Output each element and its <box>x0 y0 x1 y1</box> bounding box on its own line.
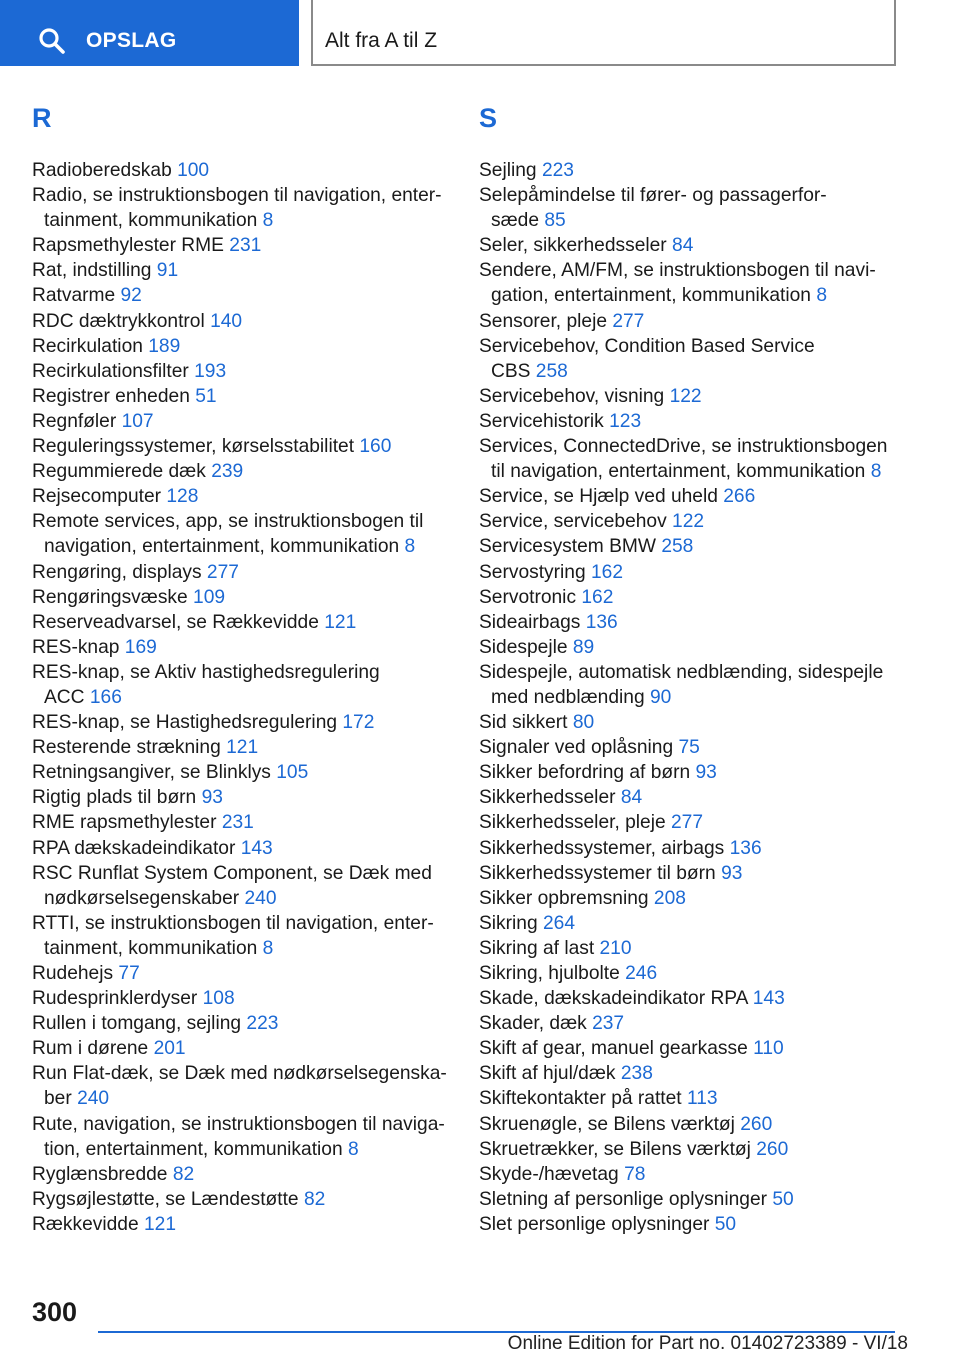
index-page-link[interactable]: 162 <box>581 586 614 608</box>
index-entry <box>479 384 899 409</box>
index-page-link[interactable]: 264 <box>543 912 576 934</box>
index-entry-text: RES-knap, se Aktiv hastighedsregulering ACC <box>32 661 380 708</box>
index-page-link[interactable]: 210 <box>599 937 632 959</box>
index-page-link[interactable]: 89 <box>572 636 595 658</box>
index-entry-text: Resterende strækning <box>32 737 221 759</box>
index-entry-text: Skyde-/hævetag <box>479 1163 619 1185</box>
index-entry-text: RME rapsmethylester <box>32 812 217 834</box>
index-entry <box>32 258 452 283</box>
index-entry-text: Registrer enheden <box>32 385 190 407</box>
index-entry-text: RES-knap, se Hastighedsregulering <box>32 712 338 734</box>
index-page-link[interactable]: 223 <box>246 1013 279 1035</box>
index-entry-text: Reserveadvarsel, se Rækkevidde <box>32 611 319 633</box>
index-page-link[interactable]: 8 <box>347 1138 359 1160</box>
index-entry <box>479 610 899 635</box>
index-entry-text: Servicebehov, Condition Based Service CBS <box>479 335 815 382</box>
index-page-link[interactable]: 277 <box>206 561 239 583</box>
index-entry <box>32 1162 452 1187</box>
index-entry-text: RDC dæktrykkontrol <box>32 310 205 332</box>
index-entry-text: Reguleringssystemer, kørselsstabilitet <box>32 436 355 458</box>
index-entry <box>32 810 452 835</box>
index-entry <box>479 1011 899 1036</box>
index-page-link[interactable]: 51 <box>195 385 217 407</box>
index-page-link[interactable]: 121 <box>324 611 357 633</box>
index-entry <box>32 610 452 635</box>
index-entry <box>479 861 899 886</box>
index-entry-text: Radio, se instruktionsbogen til navigation, enter‐ tainment, kommunikation <box>32 185 442 232</box>
index-entry-text: Rengøringsvæske <box>32 586 188 608</box>
index-entry <box>32 359 452 384</box>
index-page-link[interactable]: 258 <box>661 536 694 558</box>
index-entry <box>32 1187 452 1212</box>
index-entry-text: Regummierede dæk <box>32 461 206 483</box>
index-entry <box>479 735 899 760</box>
index-page-link[interactable]: 93 <box>721 862 743 884</box>
index-page-link[interactable]: 258 <box>535 360 568 382</box>
index-page-link[interactable]: 238 <box>620 1063 653 1085</box>
page-number: 300 <box>32 1297 78 1327</box>
index-page-link[interactable]: 100 <box>177 160 210 181</box>
index-page-link[interactable]: 266 <box>723 486 756 508</box>
index-entry-list <box>32 158 452 1237</box>
index-entry <box>32 509 452 559</box>
index-entry <box>479 710 899 735</box>
index-entry <box>479 810 899 835</box>
index-entry-text: Rækkevidde <box>32 1213 139 1235</box>
index-entry <box>32 961 452 986</box>
index-entry-text: Skift af hjul/dæk <box>479 1063 616 1085</box>
index-entry-text: Skader, dæk <box>479 1013 587 1035</box>
index-entry <box>32 459 452 484</box>
index-page-link[interactable]: 90 <box>649 686 672 708</box>
index-entry <box>32 560 452 585</box>
index-entry-text: RPA dækskadeindikator <box>32 837 236 859</box>
index-page-link[interactable]: 166 <box>89 686 122 708</box>
index-entry-text: Skade, dækskadeindikator RPA <box>479 988 748 1010</box>
index-entry <box>479 911 899 936</box>
index-entry-text: Rum i dørene <box>32 1038 149 1060</box>
index-entry-text: Selepåmindelse til fører- og passagerfor‐ sæde <box>479 185 827 232</box>
index-entry <box>479 334 899 384</box>
index-page-link[interactable]: 240 <box>244 887 277 909</box>
index-page-link[interactable]: 107 <box>121 410 154 432</box>
index-page-link[interactable]: 162 <box>590 561 623 583</box>
index-entry-text: Servicesystem BMW <box>479 536 656 558</box>
index-page-link[interactable]: 122 <box>669 385 702 407</box>
index-page-link[interactable]: 93 <box>201 787 223 809</box>
index-entry <box>32 158 452 183</box>
index-page-link[interactable]: 8 <box>404 536 416 558</box>
index-page-link[interactable]: 260 <box>756 1138 789 1160</box>
index-entry-text: Seler, sikkerhedsseler <box>479 235 667 257</box>
footer-edition-text: Online Edition for Part no. 01402723389 - VI/18 <box>507 1333 908 1354</box>
index-entry-text: Service, se Hjælp ved uheld <box>479 486 718 508</box>
index-entry-text: Retningsangiver, se Blinklys <box>32 762 271 784</box>
index-entry <box>32 1036 452 1061</box>
search-tab[interactable] <box>0 0 299 66</box>
index-entry <box>479 409 899 434</box>
index-entry-text: Servicehistorik <box>479 410 604 432</box>
index-entry <box>479 1212 899 1237</box>
index-page-link[interactable]: 143 <box>752 988 785 1010</box>
index-entry <box>32 484 452 509</box>
index-entry <box>479 585 899 610</box>
index-entry <box>479 434 899 484</box>
index-page-link[interactable]: 239 <box>211 461 244 483</box>
index-page-link[interactable]: 75 <box>678 737 700 759</box>
index-entry-text: Run Flat-dæk, se Dæk med nødkørselsegenska‐ ber <box>32 1063 447 1110</box>
index-entry-text: Sletning af personlige oplysninger <box>479 1188 767 1210</box>
index-entry <box>479 534 899 559</box>
index-page-link[interactable]: 8 <box>870 461 882 483</box>
index-entry-text: Rudehejs <box>32 963 114 984</box>
index-entry-text: Rudesprinklerdyser <box>32 988 198 1010</box>
index-entry <box>32 635 452 660</box>
index-entry <box>479 886 899 911</box>
index-entry <box>479 760 899 785</box>
index-entry <box>32 760 452 785</box>
index-entry-text: Servotronic <box>479 586 577 608</box>
index-entry-text: Sideairbags <box>479 611 581 633</box>
index-entry-text: Radioberedskab <box>32 160 172 181</box>
index-entry-text: Rengøring, displays <box>32 561 202 583</box>
index-page-link[interactable]: 128 <box>166 486 199 508</box>
index-entry <box>32 986 452 1011</box>
index-page-link[interactable]: 50 <box>772 1188 794 1210</box>
index-page-link[interactable]: 109 <box>193 586 226 608</box>
index-entry <box>32 861 452 911</box>
index-entry-text: RTTI, se instruktionsbogen til navigation, enter‐ tainment, kommunikation <box>32 912 434 959</box>
index-page-link[interactable]: 208 <box>653 887 686 909</box>
index-entry-text: Rat, indstilling <box>32 260 152 282</box>
index-entry <box>479 484 899 509</box>
index-page-link[interactable]: 193 <box>194 360 227 382</box>
index-page-link[interactable]: 50 <box>714 1213 737 1235</box>
index-page-link[interactable]: 172 <box>342 712 375 734</box>
index-page-link[interactable]: 231 <box>229 235 262 257</box>
search-icon <box>38 27 66 55</box>
index-column-r <box>32 102 452 1237</box>
index-page-link[interactable]: 105 <box>276 762 309 784</box>
index-entry-text: Recirkulationsfilter <box>32 360 189 382</box>
index-entry <box>32 334 452 359</box>
index-entry <box>32 1212 452 1237</box>
index-page-link[interactable]: 78 <box>624 1163 646 1185</box>
index-entry <box>32 585 452 610</box>
index-entry <box>479 1137 899 1162</box>
index-entry-text: Services, ConnectedDrive, se instruktionsbogen til navigation, entertainment, kommunikation <box>479 436 888 483</box>
index-page-link[interactable]: 223 <box>541 160 574 181</box>
index-page-link[interactable]: 201 <box>153 1038 186 1060</box>
index-page-link[interactable]: 260 <box>740 1113 773 1135</box>
index-entry <box>479 183 899 233</box>
index-page-link[interactable]: 121 <box>226 737 259 759</box>
index-entry-text: Sikkerhedssystemer, airbags <box>479 837 725 859</box>
index-page-link[interactable]: 143 <box>240 837 273 859</box>
index-entry <box>479 635 899 660</box>
index-entry <box>32 735 452 760</box>
index-entry-text: Recirkulation <box>32 335 143 357</box>
index-page-link[interactable]: 136 <box>729 837 762 859</box>
index-entry-text: Sikker opbremsning <box>479 887 649 909</box>
index-page-link[interactable]: 169 <box>124 636 157 658</box>
index-page-link[interactable]: 240 <box>77 1088 110 1110</box>
index-entry <box>32 1112 452 1162</box>
index-entry-text: Rygsøjlestøtte, se Lændestøtte <box>32 1188 299 1210</box>
index-entry <box>479 258 899 308</box>
index-entry-text: Sikring, hjulbolte <box>479 963 620 984</box>
index-entry-text: RSC Runflat System Component, se Dæk med nødkørselsegenskaber <box>32 862 432 909</box>
index-page-link[interactable]: 85 <box>544 210 566 232</box>
index-entry-text: Regnføler <box>32 410 117 432</box>
index-entry-text: Slet personlige oplysninger <box>479 1213 710 1235</box>
index-entry <box>32 911 452 961</box>
index-entry-text: Skruetrækker, se Bilens værktøj <box>479 1138 751 1160</box>
index-page-link[interactable]: 77 <box>118 963 140 984</box>
index-page-link[interactable]: 84 <box>672 235 694 257</box>
index-page-link[interactable]: 93 <box>695 762 717 784</box>
page-header <box>0 0 960 66</box>
index-page-link[interactable]: 82 <box>172 1163 195 1185</box>
index-page-link[interactable]: 108 <box>202 988 235 1010</box>
index-entry-text: Rejsecomputer <box>32 486 162 508</box>
index-entry-text: Sidespejle <box>479 636 568 658</box>
index-entry-text: Rullen i tomgang, sejling <box>32 1013 242 1035</box>
index-entry <box>479 1086 899 1111</box>
section-title: Alt fra A til Z <box>325 29 438 52</box>
index-entry <box>32 1011 452 1036</box>
index-entry <box>32 785 452 810</box>
index-letter-heading: S <box>479 103 498 133</box>
index-entry <box>479 509 899 534</box>
index-entry-list <box>479 158 899 1237</box>
index-entry <box>479 1162 899 1187</box>
index-entry <box>479 158 899 183</box>
index-entry <box>479 1036 899 1061</box>
index-entry <box>32 409 452 434</box>
index-letter-heading: R <box>32 103 52 133</box>
index-entry <box>479 233 899 258</box>
index-entry <box>32 1061 452 1111</box>
index-entry <box>479 560 899 585</box>
index-entry-text: Sidespejle, automatisk nedblænding, sidespejle med nedblænding <box>479 661 884 708</box>
index-entry <box>479 785 899 810</box>
index-page-link[interactable]: 277 <box>671 812 704 834</box>
index-entry <box>32 836 452 861</box>
index-page-link[interactable]: 8 <box>816 285 827 307</box>
index-entry <box>32 283 452 308</box>
index-page-link[interactable]: 160 <box>359 436 392 458</box>
index-entry <box>32 384 452 409</box>
index-page-link[interactable]: 246 <box>625 963 658 984</box>
index-entry-text: Sensorer, pleje <box>479 310 607 332</box>
index-entry-text: Sejling <box>479 160 537 181</box>
index-entry-text: Ratvarme <box>32 285 116 307</box>
index-entry <box>32 233 452 258</box>
index-entry-text: Sikkerhedsseler, pleje <box>479 812 666 834</box>
index-page-link[interactable]: 91 <box>156 260 179 282</box>
index-entry-text: Skift af gear, manuel gearkasse <box>479 1038 748 1060</box>
index-entry-text: Servicebehov, visning <box>479 385 665 407</box>
index-entry-text: Sid sikkert <box>479 712 568 734</box>
index-entry-text: Sikker befordring af børn <box>479 762 691 784</box>
index-page-link[interactable]: 110 <box>753 1038 784 1060</box>
index-entry-text: Sikkerhedssystemer til børn <box>479 862 716 884</box>
index-page-link[interactable]: 82 <box>303 1188 326 1210</box>
index-page-link[interactable]: 8 <box>262 210 274 232</box>
index-page-link[interactable]: 277 <box>612 310 645 332</box>
index-entry <box>479 961 899 986</box>
index-entry-text: Remote services, app, se instruktionsbogen til navigation, entertainment, kommunikation <box>32 511 424 558</box>
index-entry <box>479 1187 899 1212</box>
index-entry-text: Rapsmethylester RME <box>32 235 224 257</box>
index-page-link[interactable]: 92 <box>120 285 142 307</box>
index-entry-text: Sikring af last <box>479 937 595 959</box>
index-entry <box>479 936 899 961</box>
index-entry-text: Servostyring <box>479 561 586 583</box>
index-page-link[interactable]: 237 <box>592 1013 625 1035</box>
index-entry-text: Signaler ved oplåsning <box>479 737 674 759</box>
index-page-link[interactable]: 8 <box>262 937 274 959</box>
index-page-link[interactable]: 80 <box>572 712 595 734</box>
index-page-link[interactable]: 189 <box>148 335 181 357</box>
index-entry <box>32 660 452 710</box>
index-page-link[interactable]: 113 <box>686 1088 718 1110</box>
index-entry-text: Service, servicebehov <box>479 511 667 533</box>
index-page-link[interactable]: 121 <box>144 1213 177 1235</box>
index-entry-text: Sikkerhedsseler <box>479 787 616 809</box>
index-entry-text: Skiftekontakter på rattet <box>479 1088 682 1110</box>
index-page-link[interactable]: 231 <box>221 812 254 834</box>
index-entry <box>32 309 452 334</box>
search-tab-label: OPSLAG <box>86 29 177 52</box>
index-page-link[interactable]: 136 <box>585 611 618 633</box>
index-page-link[interactable]: 123 <box>609 410 642 432</box>
index-entry <box>479 836 899 861</box>
index-entry-text: Rute, navigation, se instruktionsbogen til naviga‐ tion, entertainment, kommunikation <box>32 1113 445 1160</box>
index-entry <box>32 183 452 233</box>
index-entry <box>479 660 899 710</box>
index-entry <box>479 1061 899 1086</box>
index-page-link[interactable]: 84 <box>620 787 643 809</box>
section-title-box <box>311 0 896 66</box>
index-column-s <box>479 102 899 1237</box>
index-entry <box>479 309 899 334</box>
index-entry <box>32 434 452 459</box>
index-entry-text: Skruenøgle, se Bilens værktøj <box>479 1113 735 1135</box>
index-page-link[interactable]: 140 <box>210 310 243 332</box>
index-entry <box>32 710 452 735</box>
index-entry-text: Sendere, AM/FM, se instruktionsbogen til navi‐ gation, entertainment, kommunikation <box>479 260 876 307</box>
index-page-link[interactable]: 122 <box>672 511 705 533</box>
index-entry-text: Rigtig plads til børn <box>32 787 197 809</box>
index-entry <box>479 986 899 1011</box>
index-entry-text: Sikring <box>479 912 538 934</box>
index-entry-text: RES-knap <box>32 636 120 658</box>
index-entry-text: Ryglænsbredde <box>32 1163 168 1185</box>
index-entry <box>479 1112 899 1137</box>
